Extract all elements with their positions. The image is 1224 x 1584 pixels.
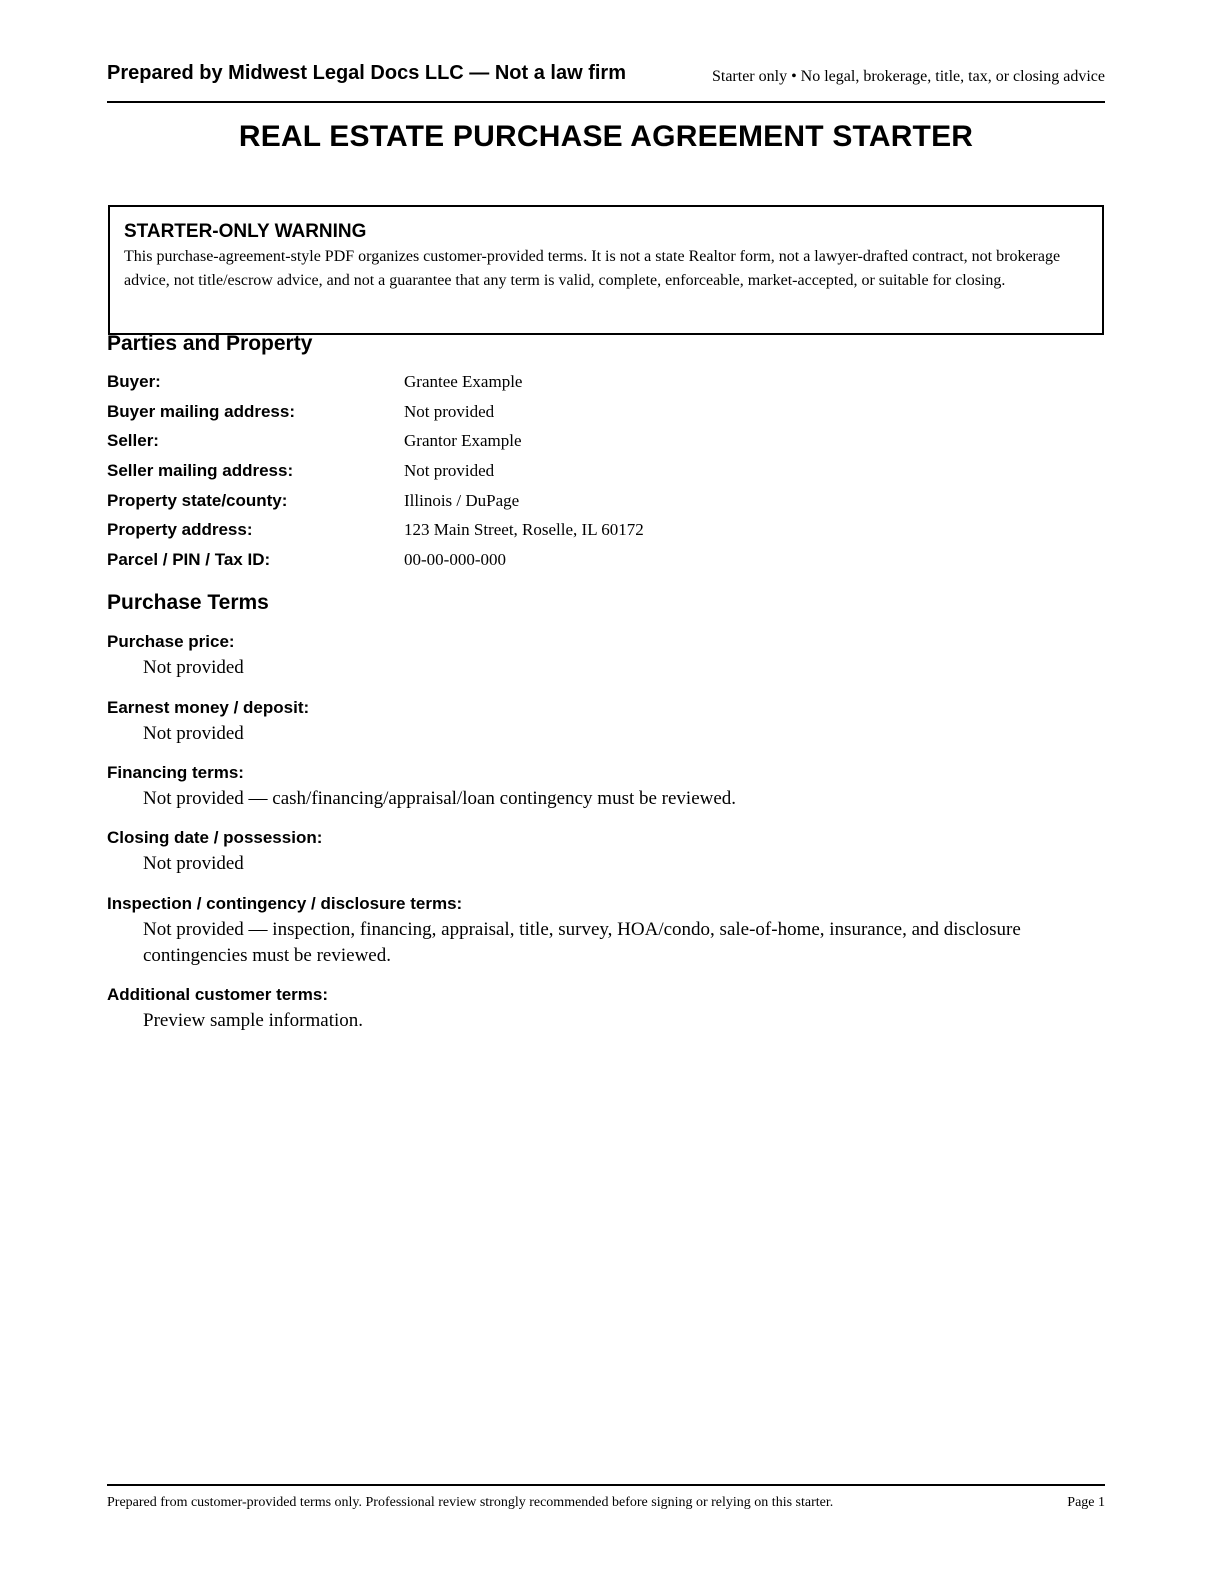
footer-note: Prepared from customer-provided terms only. Professional review strongly recommended before signing or relying on this starter. xyxy=(107,1495,834,1510)
term-value: Not provided — cash/financing/appraisal/loan contingency must be reviewed. xyxy=(143,788,737,809)
document-title: REAL ESTATE PURCHASE AGREEMENT STARTER xyxy=(238,120,974,153)
field-row-buyer-address xyxy=(107,402,1105,432)
term-earnest-money xyxy=(107,697,1105,747)
term-value: Not provided xyxy=(143,853,244,874)
term-additional xyxy=(107,984,1105,1034)
section-heading-terms: Purchase Terms xyxy=(107,591,269,614)
document-page xyxy=(107,0,1105,1584)
field-label: Buyer: xyxy=(107,372,161,391)
term-value: Preview sample information. xyxy=(143,1010,364,1031)
term-value: Not provided xyxy=(143,657,244,678)
page-header xyxy=(107,62,1105,92)
field-row-seller xyxy=(107,431,1105,461)
field-row-seller-address xyxy=(107,461,1105,491)
term-label: Additional customer terms: xyxy=(107,985,329,1004)
term-inspection xyxy=(107,893,1105,969)
field-row-parcel xyxy=(107,550,1105,580)
field-label: Buyer mailing address: xyxy=(107,402,296,421)
field-label: Seller: xyxy=(107,431,159,450)
field-row-buyer xyxy=(107,372,1105,402)
field-value: Illinois / DuPage xyxy=(404,491,520,510)
warning-heading: STARTER-ONLY WARNING xyxy=(124,221,367,242)
field-label: Seller mailing address: xyxy=(107,461,294,480)
term-financing xyxy=(107,762,1105,812)
term-label: Earnest money / deposit: xyxy=(107,698,310,717)
term-value: Not provided — inspection, financing, appraisal, title, survey, HOA/condo, sale-of-home, insurance, and disclosure contingencies must be reviewed. xyxy=(143,919,1021,966)
field-label: Property state/county: xyxy=(107,491,288,510)
term-label: Purchase price: xyxy=(107,632,235,651)
warning-box xyxy=(108,205,1104,335)
page-number: Page 1 xyxy=(1067,1495,1105,1510)
footer-divider xyxy=(107,1484,1105,1486)
term-purchase-price xyxy=(107,631,1105,681)
field-value: Grantor Example xyxy=(404,431,522,450)
warning-body: This purchase-agreement-style PDF organizes customer-provided terms. It is not a state Realtor form, not a lawyer-drafted contract, not brokerage advice, not title/escrow advice, and not a guarantee that any term is valid, complete, enforceable, market-accepted, or suitable for closing. xyxy=(124,248,1061,289)
field-label: Parcel / PIN / Tax ID: xyxy=(107,550,271,569)
field-value: Grantee Example xyxy=(404,372,523,391)
field-label: Property address: xyxy=(107,520,253,539)
term-label: Closing date / possession: xyxy=(107,828,323,847)
section-heading-parties: Parties and Property xyxy=(107,332,313,355)
term-value: Not provided xyxy=(143,723,244,744)
term-closing-date xyxy=(107,827,1105,877)
field-value: 123 Main Street, Roselle, IL 60172 xyxy=(404,520,644,539)
term-label: Financing terms: xyxy=(107,763,244,782)
field-value: 00-00-000-000 xyxy=(404,550,506,569)
term-label: Inspection / contingency / disclosure terms: xyxy=(107,894,463,913)
preparer-text: Prepared by Midwest Legal Docs LLC — Not a law firm xyxy=(107,62,626,84)
field-value: Not provided xyxy=(404,402,495,421)
field-value: Not provided xyxy=(404,461,495,480)
field-row-property-address xyxy=(107,520,1105,550)
advice-notice: Starter only • No legal, brokerage, title, tax, or closing advice xyxy=(711,68,1105,85)
field-row-state-county xyxy=(107,491,1105,521)
header-divider xyxy=(107,101,1105,103)
